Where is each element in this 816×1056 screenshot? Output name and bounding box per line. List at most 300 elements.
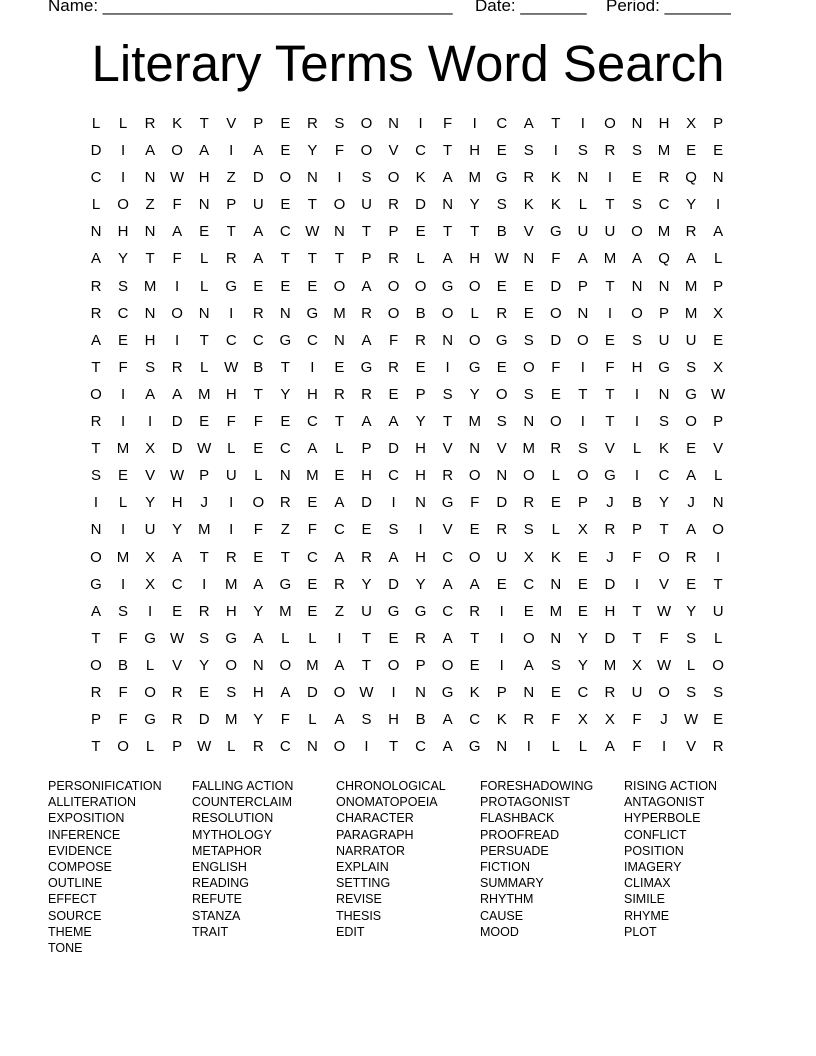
grid-letter[interactable]: E (280, 142, 291, 160)
grid-letter[interactable]: P (415, 656, 426, 674)
grid-letter[interactable]: T (605, 413, 615, 431)
grid-letter[interactable]: A (334, 656, 345, 674)
grid-letter[interactable]: P (361, 440, 372, 458)
grid-letter[interactable]: C (415, 738, 427, 756)
grid-letter[interactable]: G (604, 467, 616, 485)
grid-letter[interactable]: X (523, 548, 534, 566)
grid-letter[interactable]: C (442, 602, 454, 620)
grid-letter[interactable]: Z (334, 602, 345, 620)
grid-letter[interactable]: E (577, 548, 588, 566)
grid-letter[interactable]: T (253, 385, 263, 403)
grid-letter[interactable]: A (523, 115, 534, 132)
grid-letter[interactable]: E (686, 142, 697, 160)
grid-letter[interactable]: J (200, 494, 208, 512)
grid-letter[interactable]: A (280, 683, 291, 701)
grid-letter[interactable]: T (226, 223, 236, 241)
grid-letter[interactable]: X (145, 575, 156, 593)
grid-letter[interactable]: I (445, 358, 450, 376)
grid-letter[interactable]: F (388, 331, 399, 349)
grid-letter[interactable]: E (496, 575, 507, 593)
grid-letter[interactable]: A (90, 250, 101, 268)
grid-letter[interactable]: L (91, 196, 101, 214)
grid-letter[interactable]: I (120, 142, 126, 160)
grid-letter[interactable]: V (145, 467, 156, 485)
grid-letter[interactable]: A (145, 385, 156, 403)
grid-letter[interactable]: G (441, 494, 454, 512)
grid-letter[interactable]: F (334, 142, 345, 160)
grid-letter[interactable]: M (306, 656, 319, 674)
grid-letter[interactable]: E (307, 277, 318, 295)
grid-letter[interactable]: I (120, 385, 126, 403)
grid-letter[interactable]: U (658, 331, 670, 349)
grid-letter[interactable]: F (118, 683, 128, 701)
grid-letter[interactable]: N (90, 521, 102, 539)
grid-letter[interactable]: I (418, 115, 423, 132)
grid-letter[interactable]: L (308, 711, 317, 729)
grid-letter[interactable]: T (361, 629, 372, 647)
grid-letter[interactable]: I (607, 169, 613, 187)
grid-letter[interactable]: S (523, 385, 534, 403)
grid-letter[interactable]: G (360, 358, 373, 376)
grid-letter[interactable]: C (306, 413, 318, 431)
grid-letter[interactable]: H (252, 683, 264, 701)
grid-letter[interactable]: C (415, 142, 427, 160)
grid-letter[interactable]: C (388, 467, 399, 485)
grid-letter[interactable]: I (661, 738, 667, 756)
grid-letter[interactable]: I (120, 575, 126, 593)
grid-letter[interactable]: T (91, 738, 101, 756)
grid-letter[interactable]: N (415, 683, 427, 701)
grid-letter[interactable]: A (253, 575, 264, 593)
grid-letter[interactable]: B (631, 494, 642, 512)
grid-letter[interactable]: W (305, 223, 320, 241)
grid-letter[interactable]: S (523, 142, 534, 160)
grid-letter[interactable]: E (199, 223, 210, 241)
grid-letter[interactable]: F (172, 250, 182, 268)
grid-letter[interactable]: N (198, 304, 210, 322)
grid-letter[interactable]: O (522, 358, 535, 376)
grid-letter[interactable]: T (605, 385, 615, 403)
grid-letter[interactable]: B (118, 656, 129, 674)
grid-letter[interactable]: J (606, 548, 614, 566)
grid-letter[interactable]: E (280, 277, 291, 295)
grid-letter[interactable]: N (469, 440, 481, 458)
grid-letter[interactable]: A (442, 250, 453, 268)
grid-letter[interactable]: E (686, 440, 697, 458)
grid-letter[interactable]: S (226, 683, 237, 701)
grid-letter[interactable]: T (307, 250, 317, 268)
grid-letter[interactable]: O (604, 115, 616, 132)
grid-letter[interactable]: O (550, 304, 562, 322)
grid-letter[interactable]: R (442, 467, 454, 485)
grid-letter[interactable]: N (144, 169, 156, 187)
grid-letter[interactable]: V (713, 440, 724, 458)
grid-letter[interactable]: R (225, 548, 237, 566)
grid-letter[interactable]: G (441, 277, 454, 295)
grid-letter[interactable]: D (361, 494, 372, 512)
grid-letter[interactable]: N (279, 467, 291, 485)
grid-letter[interactable]: U (631, 683, 643, 701)
grid-letter[interactable]: H (361, 467, 372, 485)
grid-letter[interactable]: A (145, 142, 156, 160)
grid-letter[interactable]: M (197, 521, 211, 539)
grid-letter[interactable]: E (713, 331, 724, 349)
grid-letter[interactable]: J (660, 711, 668, 729)
grid-letter[interactable]: T (145, 250, 155, 268)
grid-letter[interactable]: F (632, 548, 642, 566)
grid-letter[interactable]: D (198, 711, 210, 729)
grid-letter[interactable]: U (361, 602, 372, 620)
grid-letter[interactable]: R (658, 169, 670, 187)
grid-letter[interactable]: E (253, 440, 264, 458)
grid-letter[interactable]: X (577, 711, 588, 729)
grid-letter[interactable]: O (333, 277, 346, 295)
grid-letter[interactable]: E (577, 602, 588, 620)
grid-letter[interactable]: U (225, 467, 237, 485)
grid-letter[interactable]: S (577, 440, 588, 458)
grid-letter[interactable]: H (198, 169, 210, 187)
grid-letter[interactable]: E (388, 385, 399, 403)
grid-letter[interactable]: Y (361, 575, 372, 593)
grid-letter[interactable]: G (306, 304, 319, 322)
grid-letter[interactable]: I (310, 358, 315, 376)
grid-letter[interactable]: K (415, 169, 426, 187)
grid-letter[interactable]: T (280, 250, 290, 268)
grid-letter[interactable]: O (225, 656, 238, 674)
grid-letter[interactable]: Y (659, 494, 670, 512)
grid-letter[interactable]: T (659, 521, 669, 539)
grid-letter[interactable]: H (415, 548, 427, 566)
grid-letter[interactable]: L (713, 467, 723, 485)
grid-letter[interactable]: K (523, 196, 534, 214)
grid-letter[interactable]: L (551, 467, 561, 485)
grid-letter[interactable]: O (117, 738, 129, 756)
grid-letter[interactable]: T (632, 629, 642, 647)
grid-letter[interactable]: A (172, 548, 183, 566)
grid-letter[interactable]: G (279, 575, 292, 593)
grid-letter[interactable]: M (197, 385, 211, 403)
grid-letter[interactable]: M (143, 277, 157, 295)
grid-letter[interactable]: K (550, 169, 561, 187)
grid-letter[interactable]: R (469, 602, 481, 620)
grid-letter[interactable]: U (496, 548, 508, 566)
grid-letter[interactable]: R (415, 629, 427, 647)
grid-letter[interactable]: Y (686, 602, 697, 620)
grid-letter[interactable]: D (171, 413, 183, 431)
grid-letter[interactable]: W (170, 629, 185, 647)
grid-letter[interactable]: I (148, 413, 153, 431)
grid-letter[interactable]: R (550, 440, 562, 458)
grid-letter[interactable]: N (631, 115, 643, 132)
grid-letter[interactable]: D (388, 575, 399, 593)
grid-letter[interactable]: P (659, 304, 670, 322)
grid-letter[interactable]: A (686, 250, 697, 268)
grid-letter[interactable]: N (658, 277, 670, 295)
grid-letter[interactable]: L (551, 738, 561, 756)
grid-letter[interactable]: R (252, 304, 264, 322)
grid-letter[interactable]: C (523, 575, 535, 593)
grid-letter[interactable]: O (252, 494, 265, 512)
grid-letter[interactable]: I (716, 196, 721, 214)
grid-letter[interactable]: H (415, 467, 427, 485)
grid-letter[interactable]: S (523, 331, 534, 349)
grid-letter[interactable]: O (90, 385, 102, 403)
grid-letter[interactable]: D (415, 196, 427, 214)
grid-letter[interactable]: T (713, 575, 723, 593)
grid-letter[interactable]: I (337, 629, 342, 647)
grid-letter[interactable]: O (468, 277, 481, 295)
grid-letter[interactable]: U (577, 223, 589, 241)
grid-letter[interactable]: T (388, 738, 399, 756)
grid-letter[interactable]: T (361, 223, 372, 241)
grid-letter[interactable]: E (280, 413, 291, 431)
grid-letter[interactable]: E (172, 602, 183, 620)
grid-letter[interactable]: A (334, 548, 345, 566)
grid-letter[interactable]: A (90, 331, 101, 349)
grid-letter[interactable]: G (279, 331, 292, 349)
grid-letter[interactable]: T (551, 115, 561, 132)
grid-letter[interactable]: W (494, 250, 509, 268)
grid-letter[interactable]: P (631, 521, 642, 539)
grid-letter[interactable]: I (499, 629, 504, 647)
grid-letter[interactable]: S (631, 142, 642, 160)
grid-letter[interactable]: C (279, 738, 291, 756)
grid-letter[interactable]: G (550, 223, 562, 241)
grid-letter[interactable]: E (550, 683, 561, 701)
grid-letter[interactable]: S (577, 142, 588, 160)
grid-letter[interactable]: S (496, 196, 507, 214)
grid-letter[interactable]: S (361, 169, 372, 187)
grid-letter[interactable]: E (523, 304, 534, 322)
grid-letter[interactable]: J (606, 494, 614, 512)
grid-letter[interactable]: N (577, 304, 589, 322)
grid-letter[interactable]: G (658, 358, 670, 376)
grid-letter[interactable]: A (442, 711, 453, 729)
grid-letter[interactable]: U (252, 196, 264, 214)
grid-letter[interactable]: O (360, 142, 373, 160)
grid-letter[interactable]: R (388, 250, 399, 268)
grid-letter[interactable]: R (523, 494, 535, 512)
grid-letter[interactable]: C (658, 467, 670, 485)
grid-letter[interactable]: M (603, 250, 617, 268)
grid-letter[interactable]: F (443, 115, 453, 132)
grid-letter[interactable]: Y (145, 494, 156, 512)
grid-letter[interactable]: R (334, 385, 345, 403)
grid-letter[interactable]: T (605, 196, 615, 214)
grid-letter[interactable]: S (496, 413, 507, 431)
grid-letter[interactable]: N (631, 277, 643, 295)
grid-letter[interactable]: O (658, 683, 670, 701)
grid-letter[interactable]: D (550, 331, 562, 349)
grid-letter[interactable]: L (254, 467, 263, 485)
grid-letter[interactable]: U (685, 331, 697, 349)
grid-letter[interactable]: O (387, 169, 400, 187)
grid-letter[interactable]: C (496, 115, 508, 132)
grid-letter[interactable]: R (361, 548, 372, 566)
grid-letter[interactable]: P (577, 277, 588, 295)
grid-letter[interactable]: G (468, 358, 481, 376)
grid-letter[interactable]: U (712, 602, 724, 620)
grid-letter[interactable]: T (334, 413, 345, 431)
grid-letter[interactable]: X (686, 115, 697, 132)
grid-letter[interactable]: M (468, 169, 481, 187)
grid-letter[interactable]: E (469, 521, 480, 539)
grid-letter[interactable]: A (388, 413, 399, 431)
grid-letter[interactable]: R (388, 358, 399, 376)
grid-letter[interactable]: I (120, 169, 126, 187)
grid-letter[interactable]: O (712, 656, 724, 674)
grid-letter[interactable]: R (306, 115, 318, 132)
grid-letter[interactable]: E (496, 277, 507, 295)
name-field[interactable]: Name: _____________________________________ (48, 0, 453, 15)
grid-letter[interactable]: T (334, 250, 345, 268)
grid-letter[interactable]: H (117, 223, 129, 241)
grid-letter[interactable]: A (90, 602, 101, 620)
grid-letter[interactable]: L (227, 440, 236, 458)
grid-letter[interactable]: F (632, 711, 642, 729)
grid-letter[interactable]: T (632, 602, 642, 620)
grid-letter[interactable]: F (172, 196, 182, 214)
grid-letter[interactable]: O (658, 548, 670, 566)
grid-letter[interactable]: Y (577, 629, 588, 647)
grid-letter[interactable]: L (686, 656, 696, 674)
grid-letter[interactable]: G (144, 711, 156, 729)
grid-letter[interactable]: Y (253, 602, 264, 620)
grid-letter[interactable]: N (523, 683, 535, 701)
grid-letter[interactable]: Y (415, 575, 426, 593)
grid-letter[interactable]: Y (280, 385, 291, 403)
grid-letter[interactable]: S (118, 277, 129, 295)
grid-letter[interactable]: A (442, 169, 453, 187)
grid-letter[interactable]: C (279, 440, 291, 458)
grid-letter[interactable]: T (443, 223, 453, 241)
grid-letter[interactable]: E (361, 521, 372, 539)
grid-letter[interactable]: P (713, 277, 724, 295)
grid-letter[interactable]: T (91, 440, 101, 458)
grid-letter[interactable]: O (387, 656, 400, 674)
grid-letter[interactable]: R (685, 548, 697, 566)
grid-letter[interactable]: I (472, 115, 477, 132)
grid-letter[interactable]: A (713, 223, 724, 241)
grid-letter[interactable]: O (468, 548, 481, 566)
grid-letter[interactable]: T (91, 629, 101, 647)
grid-letter[interactable]: I (175, 331, 180, 349)
grid-letter[interactable]: B (496, 223, 507, 241)
grid-letter[interactable]: N (198, 196, 210, 214)
grid-letter[interactable]: Y (118, 250, 129, 268)
grid-letter[interactable]: I (175, 277, 180, 295)
grid-letter[interactable]: G (468, 738, 481, 756)
grid-letter[interactable]: A (253, 223, 264, 241)
grid-letter[interactable]: Y (253, 711, 264, 729)
grid-letter[interactable]: I (337, 169, 342, 187)
grid-letter[interactable]: C (117, 304, 129, 322)
grid-letter[interactable]: G (495, 331, 508, 349)
grid-letter[interactable]: I (229, 521, 234, 539)
grid-letter[interactable]: V (523, 223, 534, 241)
grid-letter[interactable]: I (634, 467, 640, 485)
grid-letter[interactable]: O (414, 277, 427, 295)
grid-letter[interactable]: L (91, 115, 101, 132)
grid-letter[interactable]: R (334, 575, 345, 593)
grid-letter[interactable]: A (469, 575, 480, 593)
grid-letter[interactable]: C (171, 575, 183, 593)
grid-letter[interactable]: Y (199, 656, 210, 674)
grid-letter[interactable]: H (469, 142, 481, 160)
grid-letter[interactable]: R (171, 358, 183, 376)
grid-letter[interactable]: D (306, 683, 318, 701)
grid-letter[interactable]: R (144, 115, 156, 132)
grid-letter[interactable]: Y (577, 656, 588, 674)
grid-letter[interactable]: D (252, 169, 264, 187)
grid-letter[interactable]: A (686, 467, 697, 485)
grid-letter[interactable]: E (280, 115, 291, 132)
grid-letter[interactable]: P (415, 385, 426, 403)
grid-letter[interactable]: T (470, 223, 480, 241)
grid-letter[interactable]: M (522, 440, 536, 458)
grid-letter[interactable]: M (333, 304, 346, 322)
grid-letter[interactable]: T (199, 548, 209, 566)
grid-letter[interactable]: R (171, 711, 183, 729)
grid-letter[interactable]: B (253, 358, 264, 376)
grid-letter[interactable]: N (442, 196, 454, 214)
grid-letter[interactable]: G (387, 602, 400, 620)
grid-letter[interactable]: S (686, 358, 697, 376)
grid-letter[interactable]: R (361, 304, 372, 322)
grid-letter[interactable]: A (253, 250, 264, 268)
grid-letter[interactable]: E (253, 277, 264, 295)
grid-letter[interactable]: Z (145, 196, 155, 214)
grid-letter[interactable]: N (144, 304, 156, 322)
grid-letter[interactable]: X (713, 304, 724, 322)
grid-letter[interactable]: E (496, 142, 507, 160)
grid-letter[interactable]: Y (469, 385, 480, 403)
grid-letter[interactable]: D (604, 629, 616, 647)
grid-letter[interactable]: C (658, 196, 670, 214)
grid-letter[interactable]: P (199, 467, 210, 485)
grid-letter[interactable]: M (684, 277, 698, 295)
grid-letter[interactable]: I (499, 602, 504, 620)
grid-letter[interactable]: F (632, 738, 642, 756)
grid-letter[interactable]: I (499, 656, 504, 674)
grid-letter[interactable]: X (631, 656, 642, 674)
grid-letter[interactable]: X (145, 548, 156, 566)
grid-letter[interactable]: V (686, 738, 697, 756)
grid-letter[interactable]: R (523, 169, 535, 187)
grid-letter[interactable]: L (308, 629, 317, 647)
grid-letter[interactable]: F (280, 711, 290, 729)
grid-letter[interactable]: Y (686, 196, 697, 214)
grid-letter[interactable]: T (605, 277, 615, 295)
grid-letter[interactable]: A (172, 385, 183, 403)
grid-letter[interactable]: H (415, 440, 427, 458)
grid-letter[interactable]: N (306, 738, 318, 756)
grid-letter[interactable]: A (253, 142, 264, 160)
grid-letter[interactable]: H (171, 494, 183, 512)
grid-letter[interactable]: E (577, 575, 588, 593)
grid-letter[interactable]: T (578, 385, 588, 403)
grid-letter[interactable]: R (388, 196, 399, 214)
grid-letter[interactable]: S (199, 629, 210, 647)
grid-letter[interactable]: O (631, 223, 643, 241)
grid-letter[interactable]: L (578, 196, 588, 214)
grid-letter[interactable]: K (469, 683, 480, 701)
grid-letter[interactable]: S (659, 413, 670, 431)
grid-letter[interactable]: A (361, 277, 372, 295)
grid-letter[interactable]: V (388, 142, 399, 160)
grid-letter[interactable]: F (551, 711, 561, 729)
grid-letter[interactable]: D (604, 575, 616, 593)
